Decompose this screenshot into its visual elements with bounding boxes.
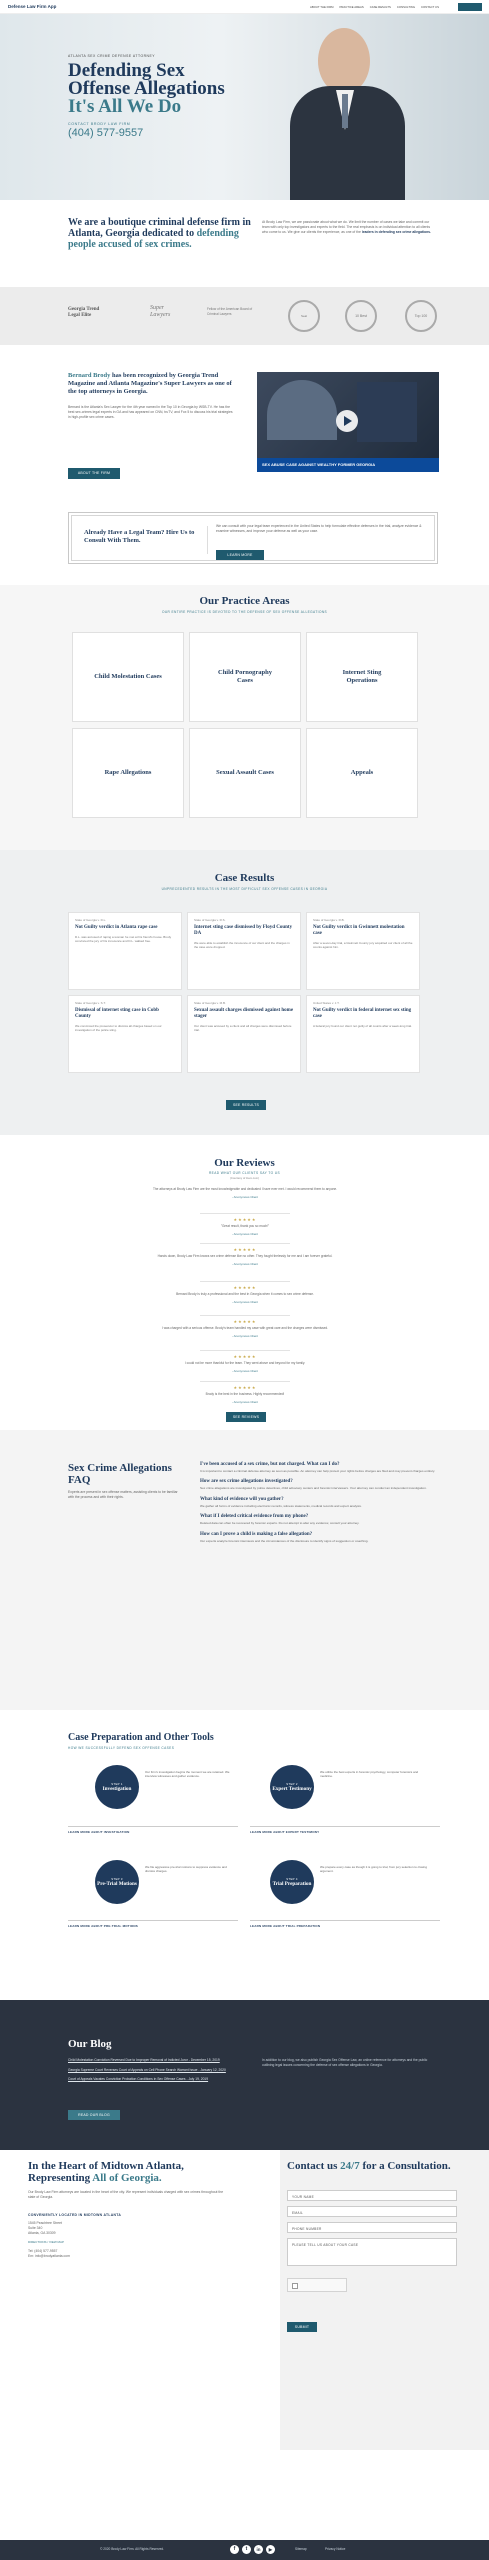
review-text: I could not be more thankful for the team. They went above and beyond for my family. <box>184 1361 306 1365</box>
blog-side-text: In addition to our blog, we also publish Georgia Sex Offense Law, an online reference for attorneys and the public outlining legal issues concerning the defense of sex offense allegations in Georgia. <box>262 2058 428 2067</box>
result-title: Not Guilty verdict in Atlanta rape case <box>75 925 158 930</box>
twitter-icon[interactable]: t <box>242 2545 251 2554</box>
nav-practice[interactable]: PRACTICE AREAS <box>339 5 364 9</box>
results-title: Case Results <box>214 872 275 884</box>
see-results-button[interactable]: SEE RESULTS <box>226 1100 266 1110</box>
recaptcha-box[interactable] <box>287 2278 347 2292</box>
address-line2: Suite 340 <box>28 2226 43 2230</box>
learn-more-expert-testimony[interactable]: LEARN MORE ABOUT EXPERT TESTIMONY <box>250 1830 320 1834</box>
faq-question: What kind of evidence will you gather? <box>200 1496 284 1502</box>
faq-question: I've been accused of a sex crime, but not charged. What can I do? <box>200 1462 340 1467</box>
result-case: United States v. J.T. <box>313 1001 340 1005</box>
faq-item[interactable] <box>200 1514 440 1525</box>
hero-title-line2: Offense Allegations <box>68 78 225 99</box>
youtube-icon[interactable]: ▶ <box>266 2545 275 2554</box>
blog-posts <box>68 2058 248 2082</box>
badge-10best-label: 10 Best <box>355 314 367 318</box>
result-case: State of Georgia v. R.B. <box>313 918 345 922</box>
step-trial-preparation <box>270 1860 314 1904</box>
practice-title: Our Practice Areas <box>199 595 290 607</box>
form-title-accent: 24/7 <box>340 2160 360 2172</box>
review-item <box>130 1319 360 1338</box>
result-card[interactable] <box>306 912 420 990</box>
submit-button[interactable]: SUBMIT <box>287 2322 317 2332</box>
contact-heading-accent: All of Georgia. <box>92 2172 162 2184</box>
practice-card-label: Sexual Assault Cases <box>216 769 274 776</box>
case-details-field[interactable]: PLEASE TELL US ABOUT YOUR CASE <box>287 2238 457 2266</box>
office-label: CONVENIENTLY LOCATED IN MIDTOWN ATLANTA <box>28 2213 122 2217</box>
faq-answer: Our experts analyze forensic interviews and the circumstances of the disclosure to identify signs of suggestion or coaching. <box>200 1538 369 1543</box>
see-reviews-button[interactable]: SEE REVIEWS <box>226 1412 266 1422</box>
contact-body: Our Brody Law Firm attorneys are located in the heart of the city. We represent individuals charged with sex crimes throughout the state of Georgia. <box>28 2190 224 2199</box>
hero-contact-label: CONTACT BRODY LAW FIRM <box>68 122 131 126</box>
result-title: Not Guilty verdict in Gwinnett molestation case <box>313 925 405 936</box>
step-expert-testimony <box>270 1765 314 1809</box>
result-case: State of Georgia v. D.L. <box>75 918 107 922</box>
review-stars-icon: ★★★★★ <box>233 1319 257 1324</box>
faq-intro: Experts are present in sex offense matters, assisting clients to be familiar with the process and with their rights. <box>68 1490 178 1499</box>
result-desc: A federal jury found our client not guilty of all counts after a week-long trial. <box>313 1024 412 1028</box>
footer-copyright: © 2020 Brody Law Firm. All Rights Reserved. <box>100 2547 164 2551</box>
faq-question: How can I prove a child is making a false allegation? <box>200 1531 313 1537</box>
hero-eyebrow: ATLANTA SEX CRIME DEFENSE ATTORNEY <box>68 54 156 58</box>
faq-title: Sex Crime Allegations FAQ <box>68 1462 172 1486</box>
review-item <box>130 1285 360 1304</box>
blog-post-link[interactable]: Court of Appeals Vacates Conviction Probation Conditions in Sex Offense Cases - July 19, 2019 <box>68 2077 209 2082</box>
review-item <box>130 1354 360 1373</box>
intro-body-strong: leaders in defending sex crime allegations. <box>361 230 431 234</box>
feature-heading <box>68 372 238 396</box>
review-text: Brody is the best in the business. Highly recommended! <box>205 1392 285 1396</box>
intro-heading-accent: defending people accused of sex crimes. <box>68 228 239 250</box>
faq-answer: Deleted data can often be recovered by forensic experts. Do not attempt to alter any evidence; consult your attorney. <box>200 1521 360 1526</box>
review-stars-icon: ★★★★★ <box>233 1217 257 1222</box>
badge-georgia-trend: Georgia Trend Legal Elite <box>68 307 100 318</box>
hero-title-line1: Defending Sex <box>68 60 185 81</box>
practice-card-label: Child Molestation Cases <box>94 673 162 680</box>
callout-body: We can consult with your legal team experienced in the United States to help formulate effective defenses in the trial, analyze evidence & examine witnesses, and improve your defense as well as your case. <box>216 524 422 533</box>
results-subtitle: UNPRECEDENTED RESULTS IN THE MOST DIFFICULT SEX OFFENSE CASES IN GEORGIA <box>161 887 328 891</box>
practice-card-label: Rape Allegations <box>104 769 152 776</box>
hero-title-line3: It's All We Do <box>68 96 182 117</box>
review-text: I was charged with a serious offense. Brody's team handled my case with great care and the charges were dismissed. <box>161 1326 329 1330</box>
intro-heading-main: We are a boutique criminal defense firm in Atlanta, Georgia dedicated to <box>68 217 251 239</box>
site-footer <box>0 2540 489 2560</box>
result-card[interactable] <box>187 912 301 990</box>
step-text: We prepare every case as though it is going to trial, from jury selection to closing argument. <box>320 1865 427 1874</box>
learn-more-pretrial-motions[interactable]: LEARN MORE ABOUT PRE-TRIAL MOTIONS <box>68 1924 138 1928</box>
footer-social <box>230 2545 275 2554</box>
phone-button[interactable] <box>458 3 482 11</box>
step-title: Investigation <box>102 1786 132 1792</box>
faq-list <box>200 1462 440 1549</box>
faq-question: How are sex crime allegations investigated? <box>200 1479 293 1485</box>
step-number: STEP 1 <box>111 1782 123 1786</box>
review-item <box>130 1247 360 1266</box>
faq-item[interactable] <box>200 1462 440 1473</box>
callout-heading: Already Have a Legal Team? Hire Us to Consult With Them. <box>84 529 195 544</box>
blog-section <box>0 2000 489 2150</box>
contact-heading <box>28 2160 238 2184</box>
hero-title <box>68 62 268 116</box>
review-item <box>130 1217 360 1236</box>
address-line1: 1545 Peachtree Street <box>28 2221 62 2225</box>
step-text: Our firm's investigation begins the moment we are retained. We interview witnesses and gather evidence. <box>145 1770 230 1779</box>
faq-item[interactable] <box>200 1497 440 1508</box>
result-desc: Our client was accused by a client and all charges were dismissed before trial. <box>194 1024 292 1033</box>
form-title <box>287 2160 467 2172</box>
site-header <box>0 0 489 14</box>
nav-contact[interactable]: CONTACT US <box>421 5 439 9</box>
step-title: Pre-Trial Motions <box>97 1881 137 1887</box>
form-title-a: Contact us <box>287 2160 341 2172</box>
review-author: - Anonymous Client <box>231 1194 258 1199</box>
review-author: - Anonymous Client <box>231 1333 258 1338</box>
faq-question: What if I deleted critical evidence from my phone? <box>200 1514 309 1520</box>
faq-item[interactable] <box>200 1532 440 1543</box>
blog-title: Our Blog <box>68 2038 112 2050</box>
review-item <box>130 1385 360 1404</box>
footer-sitemap[interactable]: Sitemap <box>295 2547 307 2551</box>
contact-section <box>0 2150 489 2540</box>
badge-10best-icon <box>345 300 377 332</box>
step-number: STEP 4 <box>286 1877 298 1881</box>
blog-post-link[interactable]: Georgia Supreme Court Reverses Court of Appeals on Cell Phone Search Warrant Issue - January 12, 2020 <box>68 2067 226 2072</box>
result-title: Sexual assault charges dismissed against home stager <box>194 1008 294 1019</box>
practice-rape-allegations[interactable] <box>72 728 184 818</box>
step-pretrial-motions <box>95 1860 139 1904</box>
step-text: We file aggressive pre-trial motions to suppress evidence and dismiss charges. <box>145 1865 227 1874</box>
blog-post-link[interactable]: Child Molestation Conviction Reversed Due to Improper Removal of Indicted Juror - December 15, 2019 <box>68 2058 220 2062</box>
badge-seal-label: Seal <box>300 314 307 318</box>
phone-field[interactable]: PHONE NUMBER <box>287 2222 457 2233</box>
step-title: Expert Testimony <box>272 1786 312 1792</box>
email-field[interactable]: EMAIL <box>287 2206 457 2217</box>
practice-appeals[interactable] <box>306 728 418 818</box>
result-desc: D.L. was accused of raping a woman he met at his friend's house. Brody convinced the jury of his innocence and D.L. walked free. <box>75 935 172 944</box>
review-text: "Great result, thank you so much!" <box>220 1224 270 1228</box>
result-title: Not Guilty verdict in federal internet sex sting case <box>313 1008 412 1019</box>
read-blog-button[interactable]: READ OUR BLOG <box>68 2110 120 2120</box>
badge-seal-icon <box>288 300 320 332</box>
feature-heading-name: Bernard Brody <box>68 372 111 379</box>
result-case: State of Georgia v. R.S. <box>194 918 226 922</box>
nav-consulting[interactable]: CONSULTING <box>396 5 416 9</box>
nav-about[interactable]: ABOUT THE FIRM <box>310 5 334 9</box>
badge-abcl: Fellow of the American Board of Criminal Lawyers <box>207 307 253 316</box>
practice-card-label: Appeals <box>350 769 374 776</box>
reviews-subtitle: READ WHAT OUR CLIENTS SAY TO US <box>208 1171 281 1175</box>
review-stars-icon: ★★★★★ <box>233 1385 257 1390</box>
faq-answer: Sex crime allegations are investigated by police detectives, child advocacy centers and forensic interviewers. Your attorney can conduct an independent investigation. <box>200 1486 427 1491</box>
result-title: Internet sting case dismissed by Floyd County DA <box>194 925 293 936</box>
facebook-icon[interactable]: f <box>230 2545 239 2554</box>
result-desc: After a seven-day trial, a Gwinnett County jury acquitted our client of all the counts against him. <box>313 941 413 950</box>
review-stars-icon: ★★★★★ <box>233 1247 257 1252</box>
review-author: - Anonymous Client <box>231 1368 258 1373</box>
name-field[interactable]: YOUR NAME <box>287 2190 457 2201</box>
practice-card-label: Child Pornography Cases <box>218 669 272 684</box>
practice-child-pornography[interactable] <box>189 632 301 722</box>
review-stars-icon: ★★★★★ <box>233 1285 257 1290</box>
address-line3: Atlanta, GA 30309 <box>28 2231 56 2235</box>
review-item <box>130 1185 360 1199</box>
review-author: - Anonymous Client <box>231 1261 258 1266</box>
reviews-section <box>0 1135 489 1430</box>
contact-heading-main: In the Heart of Midtown Atlanta, Representing <box>28 2160 184 2184</box>
nav-results[interactable]: CASE RESULTS <box>369 5 391 9</box>
step-investigation <box>95 1765 139 1809</box>
badges-strip <box>0 287 489 345</box>
intro-heading <box>68 217 258 250</box>
badge-top100-icon <box>405 300 437 332</box>
practice-card-label: Internet Sting Operations <box>342 669 382 684</box>
feature-heading-rest: has been recognized by Georgia Trend Magazine and Atlanta Magazine's Super Lawyers as one of the top attorneys in Georgia. <box>68 372 232 395</box>
review-text: The attorneys at Brody Law Firm are the most knowledgeable and dedicated I have ever met. I would recommend them to anyone. <box>152 1187 338 1191</box>
prep-title: Case Preparation and Other Tools <box>68 1732 214 1743</box>
result-card[interactable] <box>68 912 182 990</box>
step-number: STEP 3 <box>111 1877 123 1881</box>
result-card[interactable] <box>187 995 301 1073</box>
result-card[interactable] <box>68 995 182 1073</box>
form-title-c: for a Consultation. <box>359 2160 451 2172</box>
practice-subtitle: OUR ENTIRE PRACTICE IS DEVOTED TO THE DEFENSE OF SEX OFFENSE ALLEGATIONS <box>161 610 328 614</box>
result-desc: We convinced the prosecutor to dismiss all charges based on our investigation of the police sting. <box>75 1024 162 1033</box>
feature-video[interactable] <box>257 372 439 472</box>
faq-section <box>0 1430 489 1710</box>
review-text: Hands down, Brody Law Firm knows sex crime defense like no other. They fought tirelessly for me and I am forever grateful. <box>157 1254 333 1258</box>
step-text: We utilize the best experts in forensic psychology, computer forensics and medicine. <box>320 1770 419 1779</box>
case-prep-section <box>0 1710 489 1990</box>
result-card[interactable] <box>306 995 420 1073</box>
badge-top100-label: Top 100 <box>414 314 428 318</box>
faq-answer: It is important to contact a criminal defense attorney as soon as possible. An attorney can help protect your rights before charges are filed and may prevent charges entirely. <box>200 1469 436 1473</box>
practice-internet-sting[interactable] <box>306 632 418 722</box>
hero-phone[interactable]: (404) 577-9557 <box>68 127 144 139</box>
practice-sexual-assault[interactable] <box>189 728 301 818</box>
contact-email[interactable]: Em: info@brodyatlanta.com <box>28 2254 70 2258</box>
play-icon[interactable] <box>336 410 358 432</box>
reviews-source: (Courtesy of Avvo.com) <box>229 1176 259 1180</box>
step-title: Trial Preparation <box>272 1881 312 1887</box>
intro-body <box>262 220 432 235</box>
prep-subtitle: HOW WE SUCCESSFULLY DEFEND SEX OFFENSE CASES <box>68 1746 175 1750</box>
faq-answer: We gather all forms of evidence including electronic records, witness statements, medical records and expert analysis. <box>200 1503 362 1508</box>
practice-areas-section <box>0 585 489 850</box>
case-results-section <box>0 850 489 1135</box>
learn-more-investigation[interactable]: LEARN MORE ABOUT INVESTIGATION <box>68 1830 130 1834</box>
step-number: STEP 2 <box>286 1782 298 1786</box>
consult-learn-more-button[interactable]: LEARN MORE <box>216 550 264 560</box>
directions-link[interactable]: DIRECTIONS / VIEW MAP <box>28 2240 65 2244</box>
review-text: Bernard Brody is truly a professional and the best in Georgia when it comes to sex crime defense. <box>176 1292 314 1296</box>
learn-more-trial-preparation[interactable]: LEARN MORE ABOUT TRIAL PREPARATION <box>250 1924 321 1928</box>
practice-child-molestation[interactable] <box>72 632 184 722</box>
linkedin-icon[interactable]: in <box>254 2545 263 2554</box>
review-stars-icon: ★★★★★ <box>233 1354 257 1359</box>
review-author: - Anonymous Client <box>231 1231 258 1236</box>
faq-item[interactable] <box>200 1479 440 1490</box>
result-desc: We were able to establish the innocence of our client and the charges in the case were dropped. <box>194 941 290 950</box>
result-case: State of Georgia v. S.T. <box>75 1001 106 1005</box>
contact-tel[interactable]: Tel: (404) 577-9557 <box>28 2249 58 2253</box>
hero-section <box>0 14 489 200</box>
footer-privacy[interactable]: Privacy Notice <box>325 2547 346 2551</box>
site-logo[interactable]: Defense Law Firm App <box>8 4 57 9</box>
hero-photo <box>280 14 415 200</box>
review-author: - Anonymous Client <box>231 1299 258 1304</box>
result-case: State of Georgia v. M.B. <box>194 1001 226 1005</box>
consult-callout <box>68 512 438 564</box>
result-title: Dismissal of internet sting case in Cobb County <box>75 1008 159 1019</box>
intro-body-main: At Brody Law Firm, we are passionate about what we do. We limit the number of cases we take and commit our team with only top investigators and experts to the field. The real emphasis is on individual attention to all clients who come to us. We give our clients the experience, as one of the <box>262 220 431 234</box>
review-author: - Anonymous Client <box>231 1399 258 1404</box>
reviews-title: Our Reviews <box>214 1157 275 1169</box>
main-nav <box>310 5 439 9</box>
about-firm-button[interactable]: ABOUT THE FIRM <box>68 468 120 479</box>
feature-body: Bernard is the Atlanta's Sex Lawyer for the 4th year named in the Top 10 in Georgia by WSB-TV. He has the best sex-crimes legal experts in GA and has appeared on CNN, truTV, and Fox 5 to discuss his trial strategies in high-profile sex crime cases. <box>68 405 233 419</box>
badge-super-lawyers: Super Lawyers <box>150 305 171 318</box>
video-caption: SEX ABUSE CASE AGAINST WEALTHY FORMER GEORGIA <box>257 458 439 472</box>
